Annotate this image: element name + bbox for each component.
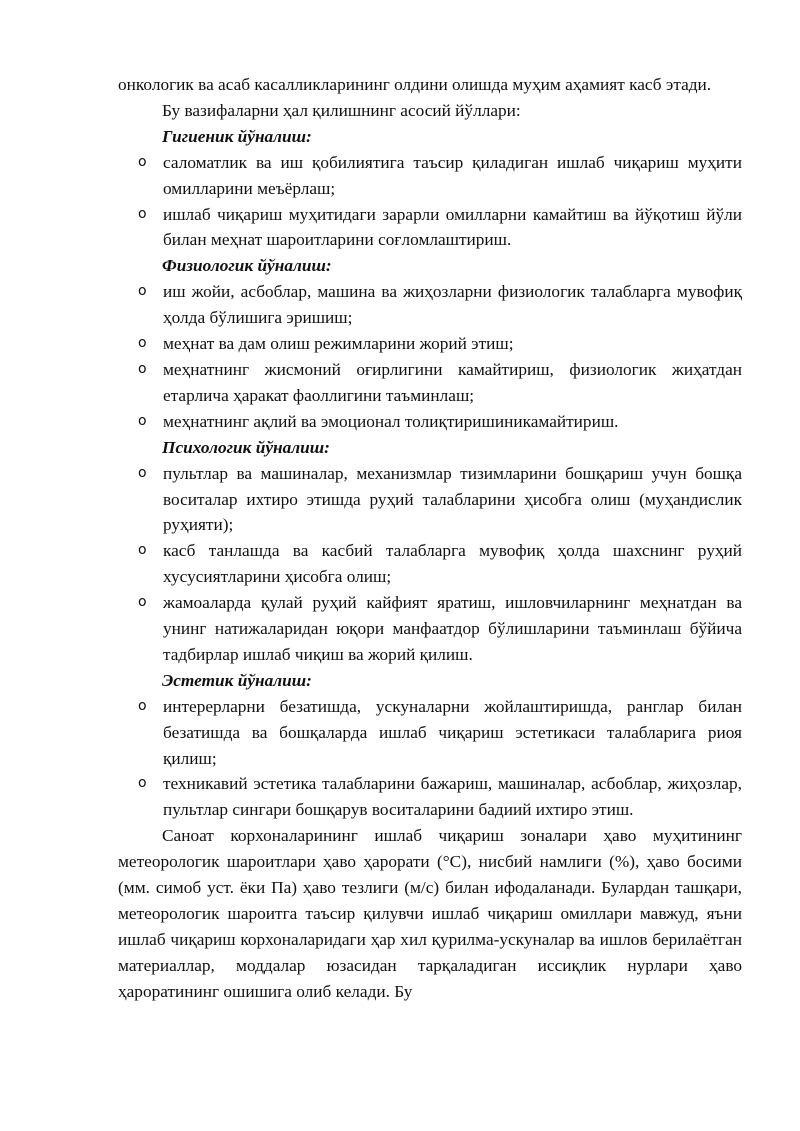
- list-item-text: пультлар ва машиналар, механизмлар тизимларини бошқариш учун бошқа воситалар ихтиро этишда руҳий талабларини ҳисобга олиш (муҳандислик руҳияти);: [163, 463, 742, 535]
- list-item: [118, 461, 742, 539]
- section-heading: Гигиеник йўналиш:: [162, 126, 312, 146]
- bullet-circle-icon: o: [138, 542, 147, 559]
- list-item: [118, 538, 742, 590]
- list-item-text: жамоаларда қулай руҳий кайфият яратиш, ишловчиларнинг меҳнатдан ва унинг натижаларидан юқори манфаатдор бўлишларини таъминлаш бўйича тадбирлар ишлаб чиқиш ва жорий қилиш.: [163, 593, 742, 664]
- bullet-list: [118, 279, 742, 434]
- bullet-circle-icon: o: [138, 412, 147, 429]
- bullet-circle-icon: o: [138, 153, 147, 170]
- section-heading: Эстетик йўналиш:: [162, 670, 312, 690]
- list-item-text: иш жойи, асбоблар, машина ва жиҳозларни физиологик талабларга мувофиқ ҳолда бўлишига эришиш;: [163, 282, 742, 328]
- bullet-list: [118, 461, 742, 668]
- list-item-text: ишлаб чиқариш муҳитидаги зарарли омилларни камайтиш ва йўқотиш йўли билан меҳнат шароитларини соғломлаштириш.: [163, 204, 742, 250]
- section-heading: Психологик йўналиш:: [162, 437, 330, 457]
- list-item: [118, 331, 742, 357]
- paragraph-meteorology: Саноат корхоналарининг ишлаб чиқариш зоналари ҳаво муҳитининг метеорологик шароитлари ҳаво ҳарорати (°С), нисбий намлиги (%), ҳаво босими (мм. симоб уст. ёки Па) ҳаво тезлиги (м/с) билан ифодаланади. Булардан ташқари, метеорологик шароитга таъсир қилувчи ишлаб чиқариш омиллари мавжуд, яъни ишлаб чиқариш корхоналаридаги ҳар хил қурилма-ускуналар ва ишлов берилаётган материаллар, моддалар юзасидан тарқаладиган иссиқлик нурлари ҳаво ҳароратининг ошишига олиб келади. Бу: [118, 826, 742, 1001]
- bullet-circle-icon: o: [138, 594, 147, 611]
- bullet-circle-icon: o: [138, 360, 147, 377]
- paragraph-main-ways: Бу вазифаларни ҳал қилишнинг асосий йўллари:: [162, 100, 521, 120]
- list-item: [118, 202, 742, 254]
- list-item-text: меҳнат ва дам олиш режимларини жорий этиш;: [163, 334, 514, 354]
- list-item-text: касб танлашда ва касбий талабларга мувофиқ ҳолда шахснинг руҳий хусусиятларини ҳисобга олиш;: [163, 541, 742, 587]
- list-item-text: меҳнатнинг ақлий ва эмоционал толиқтиришиникамайтириш.: [163, 411, 619, 431]
- list-item: [118, 357, 742, 409]
- list-item-text: меҳнатнинг жисмоний оғирлигини камайтириш, физиологик жиҳатдан етарлича ҳаракат фаоллигини таъминлаш;: [163, 359, 742, 405]
- bullet-circle-icon: o: [138, 697, 147, 714]
- bullet-circle-icon: o: [138, 205, 147, 222]
- list-item-text: интерерларни безатишда, ускуналарни жойлаштиришда, ранглар билан безатишда ва бошқаларда ишлаб чиқариш эстетикаси талабларига риоя қилиш;: [163, 696, 742, 768]
- list-item-text: техникавий эстетика талабларини бажариш, машиналар, асбоблар, жиҳозлар, пультлар сингари бошқарув воситаларини бадиий ихтиро этиш.: [163, 774, 742, 820]
- list-item-text: саломатлик ва иш қобилиятига таъсир қиладиган ишлаб чиқариш муҳити омилларини меъёрлаш;: [163, 152, 742, 198]
- list-item: [118, 409, 742, 435]
- sections-container: [118, 124, 742, 823]
- bullet-list: [118, 694, 742, 824]
- bullet-circle-icon: o: [138, 283, 147, 300]
- list-item: [118, 590, 742, 668]
- section-heading: Физиологик йўналиш:: [162, 256, 332, 276]
- list-item: [118, 279, 742, 331]
- bullet-list: [118, 150, 742, 254]
- list-item: [118, 771, 742, 823]
- document-page: [118, 72, 742, 1005]
- paragraph-intro: онкологик ва асаб касалликларининг олдини олишда муҳим аҳамият касб этади.: [118, 75, 712, 94]
- list-item: [118, 694, 742, 772]
- bullet-circle-icon: o: [138, 335, 147, 352]
- list-item: [118, 150, 742, 202]
- bullet-circle-icon: o: [138, 775, 147, 792]
- bullet-circle-icon: o: [138, 464, 147, 481]
